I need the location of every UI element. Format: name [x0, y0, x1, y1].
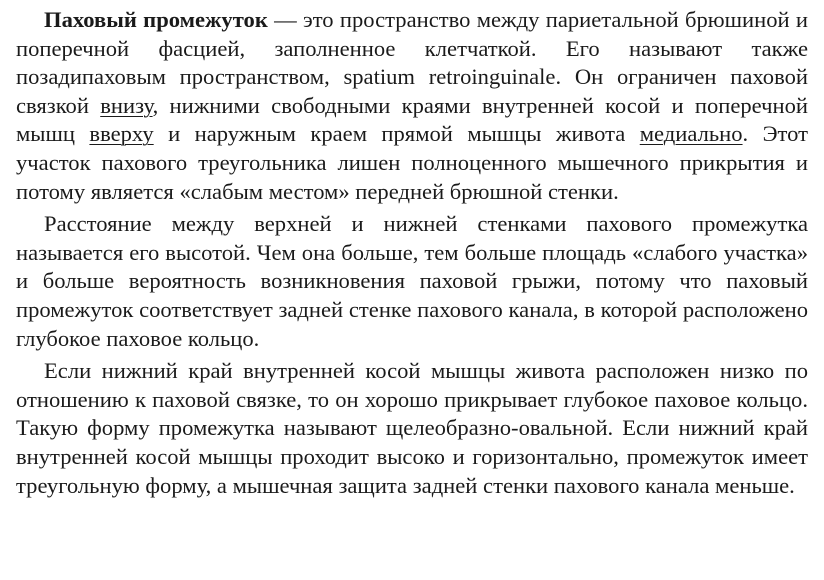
term-inguinal-gap: Паховый промежуток: [44, 7, 268, 32]
text-segment: . Этот участок пахового треугольника лишен полноценного мышечного прикрытия и потому является «слабым местом» передней брюшной стенки.: [16, 121, 808, 204]
paragraph-shape: Если нижний край внутренней косой мышцы живота расположен низко по отношению к паховой связке, то он хорошо прикрывает глубокое паховое кольцо. Такую форму промежутка называют щелеобразно-овальной. Если нижний край внутренней косой мышцы проходит высоко и горизонтально, промежуток имеет треугольную форму, а мышечная защита задней стенки пахового канала меньше.: [16, 358, 808, 498]
paragraph-height: Расстояние между верхней и нижней стенками пахового промежутка называется его высотой. Чем она больше, тем больше площадь «слабого участка» и больше вероятность возникновения паховой грыжи, потому что паховый промежуток соответствует задней стенке пахового канала, в которой расположено глубокое паховое кольцо.: [16, 211, 808, 351]
underlined-word-medially: медиально: [639, 121, 743, 147]
text-segment: , нижними свободными краями внутренней косой и поперечной мышц: [16, 92, 808, 147]
text-segment: и наружным краем прямой мышцы живота: [153, 121, 640, 147]
paragraph-definition: [16, 6, 808, 206]
underlined-word-above: вверху: [89, 121, 154, 147]
underlined-word-below: внизу: [100, 92, 153, 118]
text-segment: — это пространство между париетальной брюшиной и поперечной фасцией, заполненное клетчаткой. Его называют также позадипаховым пространством, spatium retroinguinale. Он ограничен паховой связкой: [16, 7, 809, 118]
